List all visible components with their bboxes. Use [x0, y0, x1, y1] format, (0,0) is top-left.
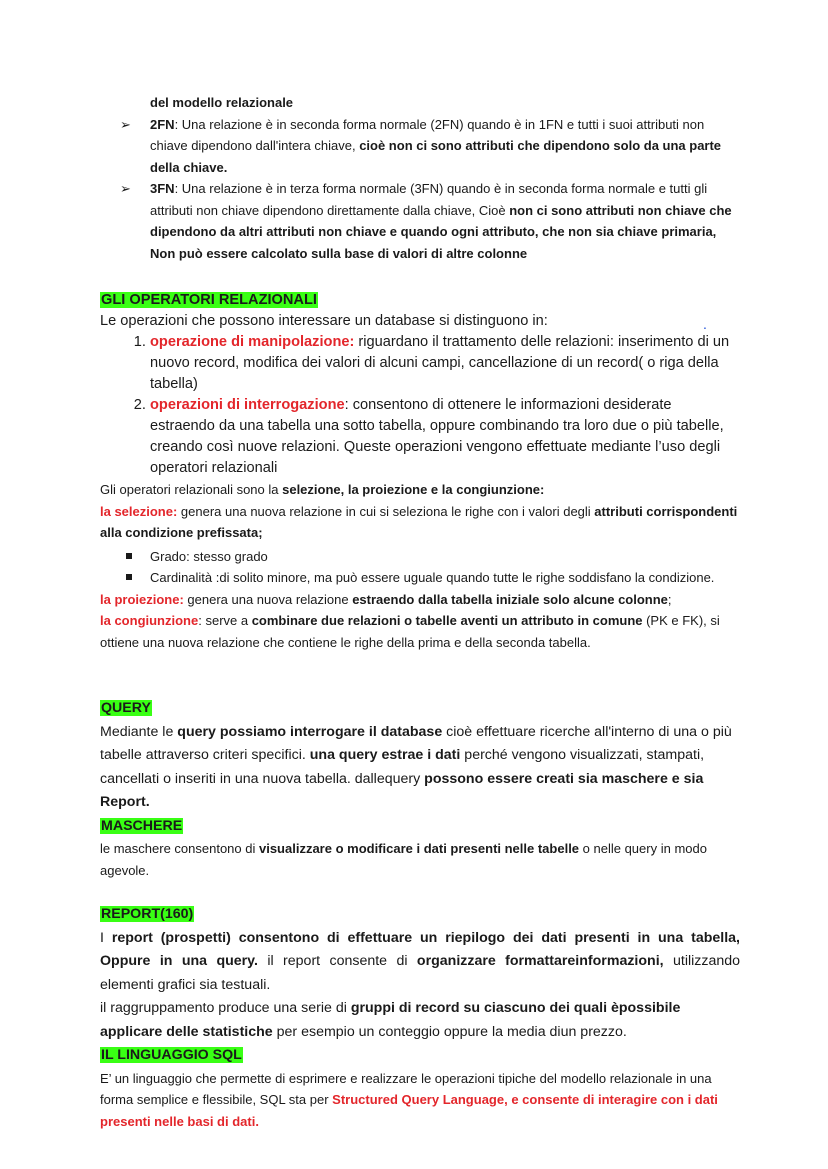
section-heading: MASCHERE	[101, 817, 183, 834]
section-heading: REPORT(160)	[101, 906, 194, 922]
square-bullet-icon	[126, 574, 132, 580]
report-grouping-paragraph: il raggruppamento produce una serie di gruppi di record su ciascuno dei quali èpossibile applicare delle statistiche per esempio un conteggio oppure la media diun prezzo.	[100, 1000, 681, 1040]
section-heading: GLI OPERATORI RELAZIONALI	[101, 292, 317, 308]
list-item: 1. operazione di manipolazione: riguardano il trattamento delle relazioni: inserimento di un nuovo record, modifica dei valori di alcuni campi, cancellazione di un record( o riga della tabella)	[150, 332, 740, 395]
list-item-2fn: ➢ 2FN: Una relazione è in seconda forma normale (2FN) quando è in 1FN e tutti i suoi attributi non chiave dipendono dall'intera chiave, cioè non ci sono attributi che dipendono solo da una parte della chiave.	[120, 114, 740, 179]
section-heading: IL LINGUAGGIO SQL	[101, 1047, 242, 1063]
list-item: 2. operazioni di interrogazione: consentono di ottenere le informazioni desiderate estraendo da una tabella una sotto tabella, oppure combinando tra loro due o più tabelle, creando così nuove relazioni. Queste operazioni vengono effettuate mediante l’uso degli operatori relazionali	[150, 395, 740, 479]
operations-list	[100, 332, 740, 479]
list-item: Cardinalità :di solito minore, ma può essere uguale quando tutte le righe soddisfano la condizione.	[100, 567, 740, 589]
operatori-intro: Le operazioni che possono interessare un database si distinguono in:	[100, 313, 548, 329]
operatori-summary: Gli operatori relazionali sono la selezione, la proiezione e la congiunzione:	[100, 482, 545, 497]
section-operatori	[100, 290, 740, 653]
section-heading: QUERY	[101, 700, 151, 716]
blue-dot-mark: .	[703, 316, 707, 332]
query-paragraph: Mediante le query possiamo interrogare il database cioè effettuare ricerche all'interno di una o più tabelle attraverso criteri specifici. una query estrae i dati perché vengono visualizzati, stampati, cancellati o inseriti in una nuova tabella. dallequery possono essere creati sia maschere e sia Report.	[100, 723, 732, 810]
normal-forms-list	[120, 92, 740, 264]
report-paragraph: I report (prospetti) consentono di effettuare un riepilogo dei dati presenti in una tabella, Oppure in una query. il report consente di organizzare formattareinformazioni, utilizzando elementi grafici sia testuali.	[100, 929, 741, 993]
section-report	[100, 903, 740, 1044]
maschere-paragraph: le maschere consentono di visualizzare o modificare i dati presenti nelle tabelle o nelle query in modo agevole.	[100, 841, 707, 878]
list-item-3fn: ➢ 3FN: Una relazione è in terza forma normale (3FN) quando è in seconda forma normale e tutti gli attributi non chiave dipendono direttamente dalla chiave, Cioè non ci sono attributi non chiave che dipendono da altri attributi non chiave e quando ogni attributo, che non sia chiave primaria, Non può essere calcolato sulla base di valori di altre colonne	[120, 178, 740, 264]
intro-tail: del modello relazionale	[150, 95, 294, 110]
list-item: Grado: stesso grado	[100, 546, 740, 568]
selezione-bullets	[100, 546, 740, 589]
arrow-bullet-icon: ➢	[120, 181, 131, 196]
square-bullet-icon	[126, 553, 132, 559]
sql-paragraph: E’ un linguaggio che permette di esprimere e realizzare le operazioni tipiche del modello relazionale in una forma semplice e flessibile, SQL sta per Structured Query Language, e consente di interagire con i dati presenti nelle basi di dati.	[100, 1070, 718, 1129]
selezione-paragraph: la selezione: genera una nuova relazione in cui si seleziona le righe con i valori degli attributi corrispondenti alla condizione prefissata;	[100, 503, 738, 540]
proiezione-paragraph: la proiezione: genera una nuova relazione estraendo dalla tabella iniziale solo alcune colonne;	[100, 591, 672, 607]
congiunzione-paragraph: la congiunzione: serve a combinare due relazioni o tabelle aventi un attributo in comune (PK e FK), si ottiene una nuova relazione che contiene le righe della prima e della seconda tabella.	[100, 613, 720, 650]
section-query	[100, 697, 740, 881]
section-sql	[100, 1044, 740, 1132]
arrow-bullet-icon: ➢	[120, 116, 131, 132]
